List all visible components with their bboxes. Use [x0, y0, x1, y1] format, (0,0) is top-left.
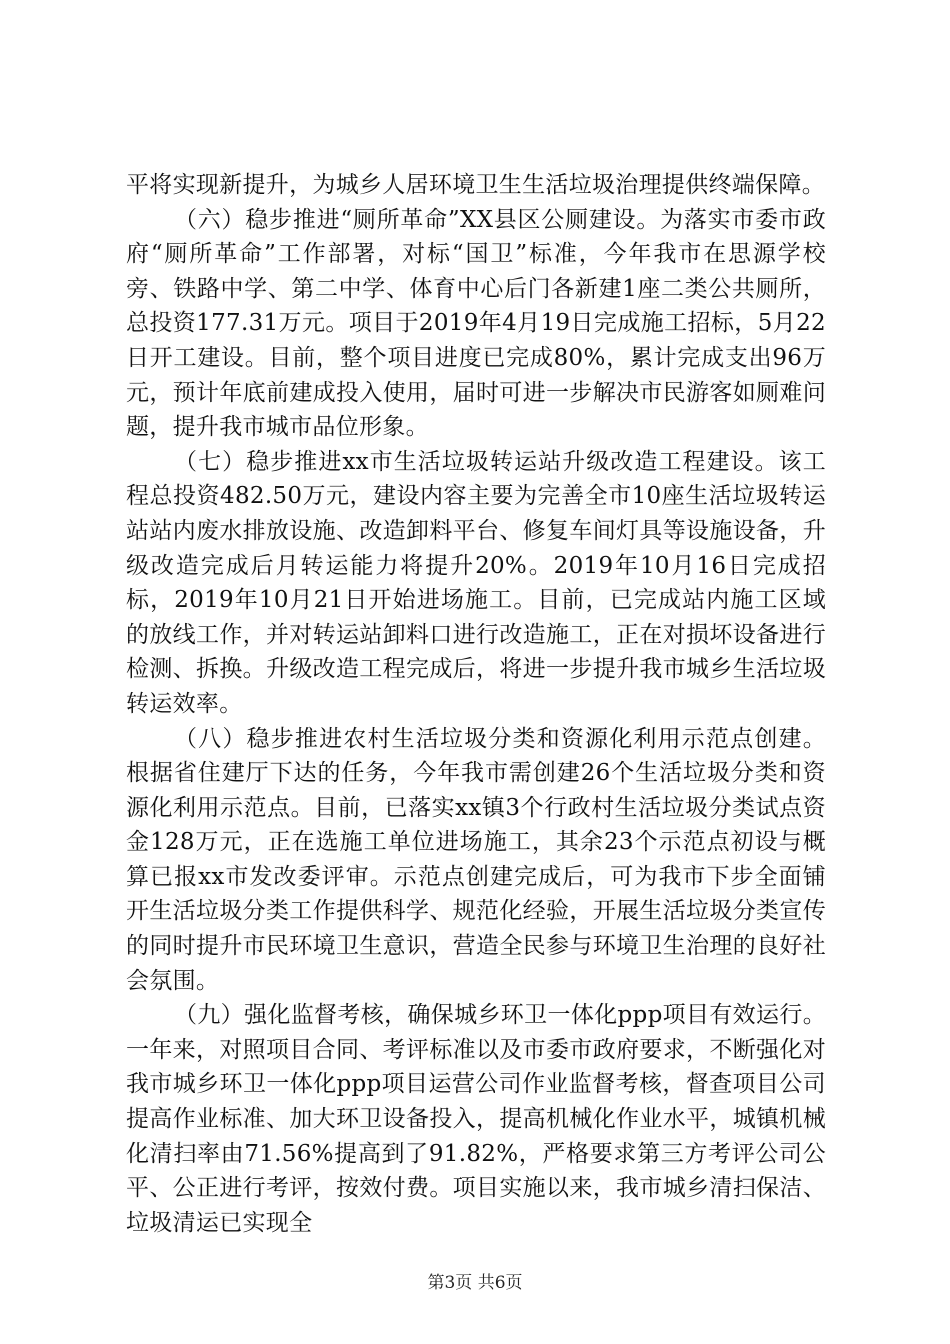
paragraph-continuation: 平将实现新提升，为城乡人居环境卫生生活垃圾治理提供终端保障。 [126, 172, 825, 198]
paragraph-section-7: （七）稳步推进xx市生活垃圾转运站升级改造工程建设。该工程总投资482.50万元，建设内容主要为完善全市10座生活垃圾转运站站内废水排放设施、改造卸料平台、修复车间灯具等设施设备，升级改造完成后月转运能力将提升20%。2019年10月16日完成招标，2019年10月21日开始进场施工。目前，已完成站内施工区域的放线工作，并对转运站卸料口进行改造施工，正在对损坏设备进行检测、拆换。升级改造工程完成后，将进一步提升我市城乡生活垃圾转运效率。 [126, 448, 826, 717]
document-body [126, 168, 826, 1240]
paragraph-section-6: （六）稳步推进“厕所革命”XX县区公厕建设。为落实市委市政府“厕所革命”工作部署，对标“国卫”标准，今年我市在思源学校旁、铁路中学、第二中学、体育中心后门各新建1座二类公共厕所，总投资177.31万元。项目于2019年4月19日完成施工招标，5月22日开工建设。目前，整个项目进度已完成80%，累计完成支出96万元，预计年底前建成投入使用，届时可进一步解决市民游客如厕难问题，提升我市城市品位形象。 [126, 206, 826, 441]
page-number-footer: 第3页 共6页 [427, 1273, 523, 1293]
paragraph-section-8: （八）稳步推进农村生活垃圾分类和资源化利用示范点创建。根据省住建厅下达的任务，今年我市需创建26个生活垃圾分类和资源化利用示范点。目前，已落实xx镇3个行政村生活垃圾分类试点资金128万元，正在选施工单位进场施工，其余23个示范点初设与概算已报xx市发改委评审。示范点创建完成后，可为我市下步全面铺开生活垃圾分类工作提供科学、规范化经验，开展生活垃圾分类宣传的同时提升市民环境卫生意识，营造全民参与环境卫生治理的良好社会氛围。 [126, 725, 826, 994]
paragraph-section-9: （九）强化监督考核，确保城乡环卫一体化ppp项目有效运行。一年来，对照项目合同、考评标准以及市委市政府要求，不断强化对我市城乡环卫一体化ppp项目运营公司作业监督考核，督查项目公司提高作业标准、加大环卫设备投入，提高机械化作业水平，城镇机械化清扫率由71.56%提高到了91.82%，严格要求第三方考评公司公平、公正进行考评，按效付费。项目实施以来，我市城乡清扫保洁、垃圾清运已实现全 [126, 1002, 826, 1236]
